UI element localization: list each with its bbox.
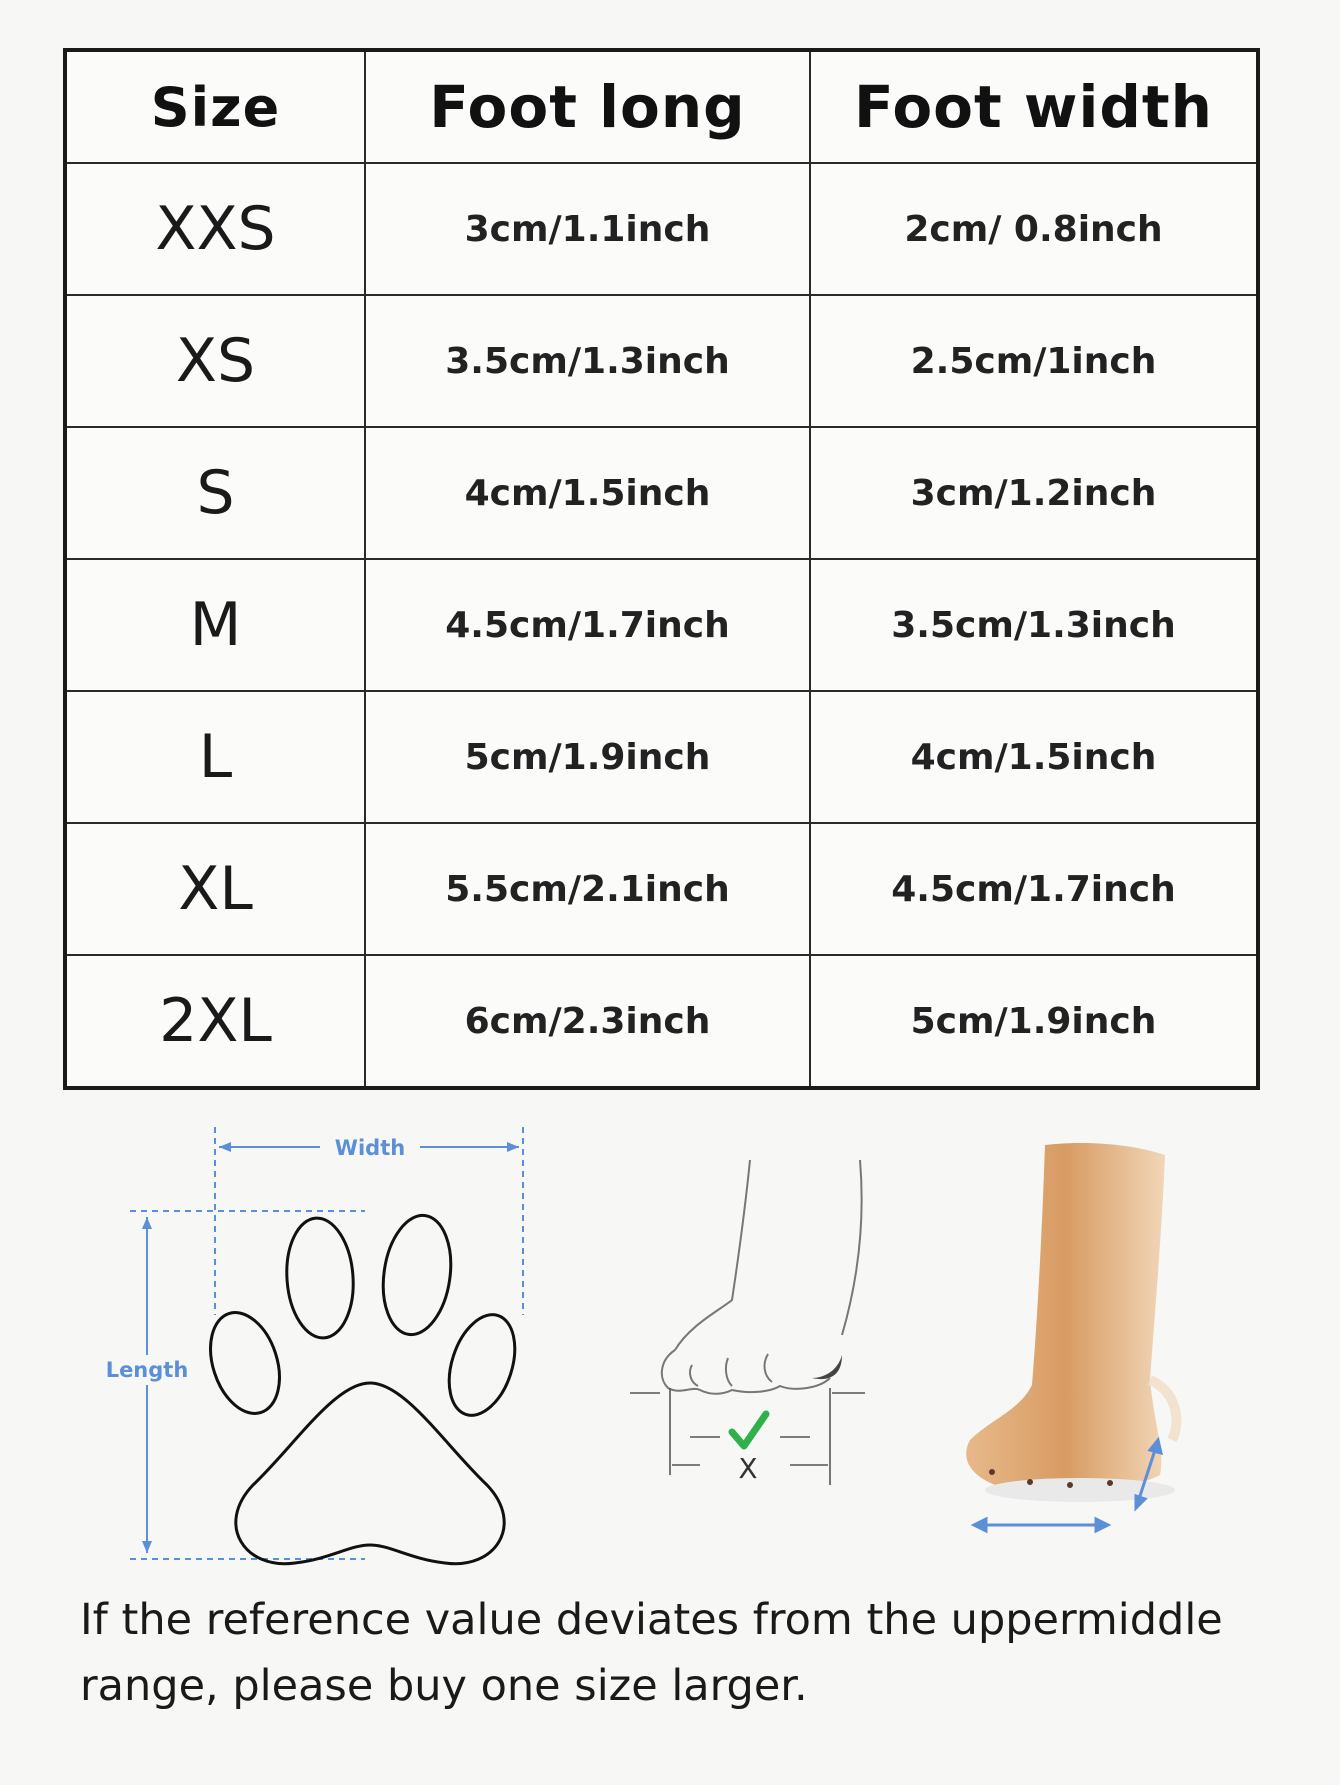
foot-width-cell: 4.5cm/1.7inch — [810, 823, 1258, 955]
foot-width-cell: 5cm/1.9inch — [810, 955, 1258, 1088]
table-row — [65, 427, 1258, 559]
size-cell: XL — [65, 823, 365, 955]
foot-long-cell: 4cm/1.5inch — [365, 427, 810, 559]
table-row — [65, 163, 1258, 295]
claw-icon — [812, 1355, 842, 1379]
foot-long-cell: 3.5cm/1.3inch — [365, 295, 810, 427]
size-chart-table — [63, 48, 1260, 1090]
sizing-note: If the reference value deviates from the uppermiddle range, please buy one size larger. — [80, 1595, 1223, 1711]
size-cell: L — [65, 691, 365, 823]
foot-width-cell: 2.5cm/1inch — [810, 295, 1258, 427]
dog-leg-outline-icon — [662, 1160, 862, 1394]
table-row — [65, 295, 1258, 427]
table-header-row — [65, 50, 1258, 163]
size-cell: 2XL — [65, 955, 365, 1088]
header-size: Size — [65, 50, 365, 163]
foot-long-cell: 6cm/2.3inch — [365, 955, 810, 1088]
foot-width-cell: 4cm/1.5inch — [810, 691, 1258, 823]
foot-long-cell: 4.5cm/1.7inch — [365, 559, 810, 691]
leg-side-view-diagram — [620, 1150, 880, 1530]
dog-leg-image — [966, 1143, 1176, 1502]
size-cell: XS — [65, 295, 365, 427]
foot-width-cell: 3.5cm/1.3inch — [810, 559, 1258, 691]
size-cell: S — [65, 427, 365, 559]
length-label: Length — [105, 1358, 189, 1382]
width-dimension — [215, 1127, 523, 1315]
check-icon — [732, 1414, 766, 1446]
size-cell: XXS — [65, 163, 365, 295]
dog-paw-photo — [950, 1140, 1250, 1550]
foot-width-cell: 2cm/ 0.8inch — [810, 163, 1258, 295]
table-row — [65, 823, 1258, 955]
width-label: Width — [334, 1136, 406, 1160]
length-dimension — [106, 1211, 365, 1559]
foot-long-cell: 5.5cm/2.1inch — [365, 823, 810, 955]
foot-long-cell: 5cm/1.9inch — [365, 691, 810, 823]
header-foot-width: Foot width — [810, 50, 1258, 163]
size-cell: M — [65, 559, 365, 691]
foot-width-cell: 3cm/1.2inch — [810, 427, 1258, 559]
table-row — [65, 691, 1258, 823]
table-row — [65, 559, 1258, 691]
paw-print-icon — [198, 1211, 526, 1564]
paw-measurement-diagram — [95, 1115, 545, 1575]
foot-long-cell: 3cm/1.1inch — [365, 163, 810, 295]
header-foot-long: Foot long — [365, 50, 810, 163]
wrong-mark: X — [738, 1452, 758, 1485]
table-row — [65, 955, 1258, 1088]
